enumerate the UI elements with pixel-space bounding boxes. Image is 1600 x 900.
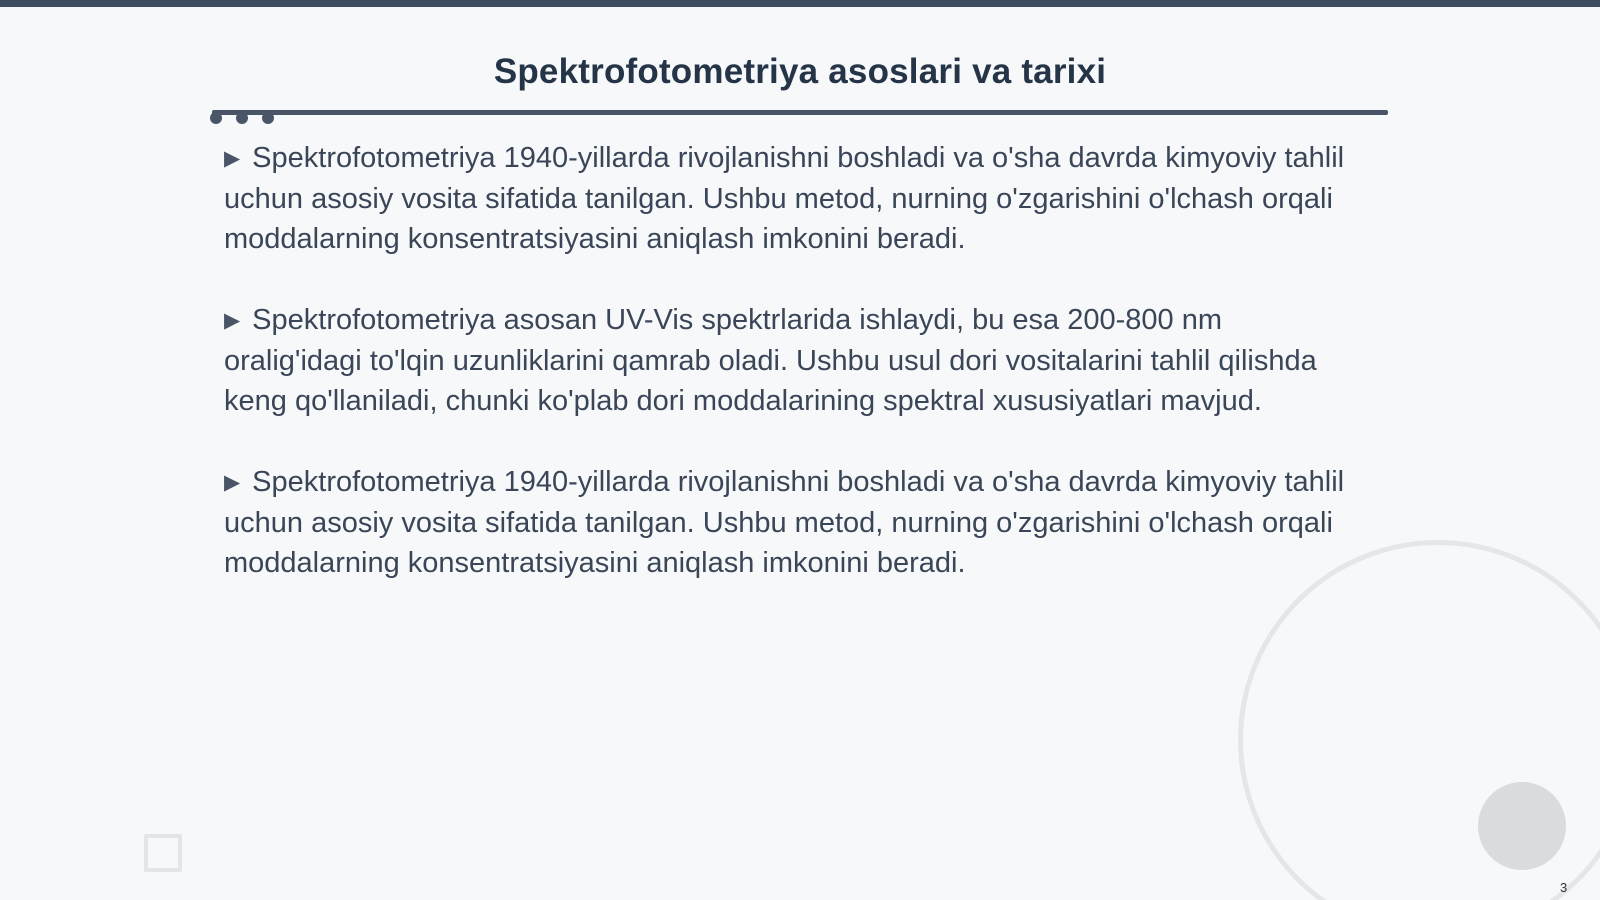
decorative-square [144,834,182,872]
triangle-bullet-icon: ▶ [224,309,241,332]
top-accent-bar [0,0,1600,7]
triangle-bullet-icon: ▶ [224,471,241,494]
decorative-circle [1478,782,1566,870]
slide-title: Spektrofotometriya asoslari va tarixi [493,52,1107,91]
decorative-dot-2 [236,112,248,124]
decorative-dot-3 [262,112,274,124]
decorative-dot-1 [210,112,222,124]
paragraph-text: Spektrofotometriya asosan UV-Vis spektrlarida ishlaydi, bu esa 200-800 nm oralig'idagi to'lqin uzunliklarini qamrab oladi. Ushbu usul dori vositalarini tahlil qilishda keng qo'llaniladi, chunki ko'plab dori moddalarining spektral xususiyatlari mavjud. [224,304,1317,417]
paragraph-text: Spektrofotometriya 1940-yillarda rivojlanishni boshladi va o'sha davrda kimyoviy tahlil uchun asosiy vosita sifatida tanilgan. Ushbu metod, nurning o'zgarishini o'lchash orqali moddalarning konsentratsiyasini aniqlash imkonini beradi. [224,142,1345,255]
bullet-paragraph-2 [224,300,1364,421]
bullet-paragraph-3 [224,462,1364,583]
title-underline [212,110,1388,115]
bullet-paragraph-1 [224,138,1364,259]
slide-content [224,138,1364,624]
page-number: 3 [1560,880,1568,895]
paragraph-text: Spektrofotometriya 1940-yillarda rivojlanishni boshladi va o'sha davrda kimyoviy tahlil uchun asosiy vosita sifatida tanilgan. Ushbu metod, nurning o'zgarishini o'lchash orqali moddalarning konsentratsiyasini aniqlash imkonini beradi. [224,466,1345,579]
triangle-bullet-icon: ▶ [224,147,241,170]
